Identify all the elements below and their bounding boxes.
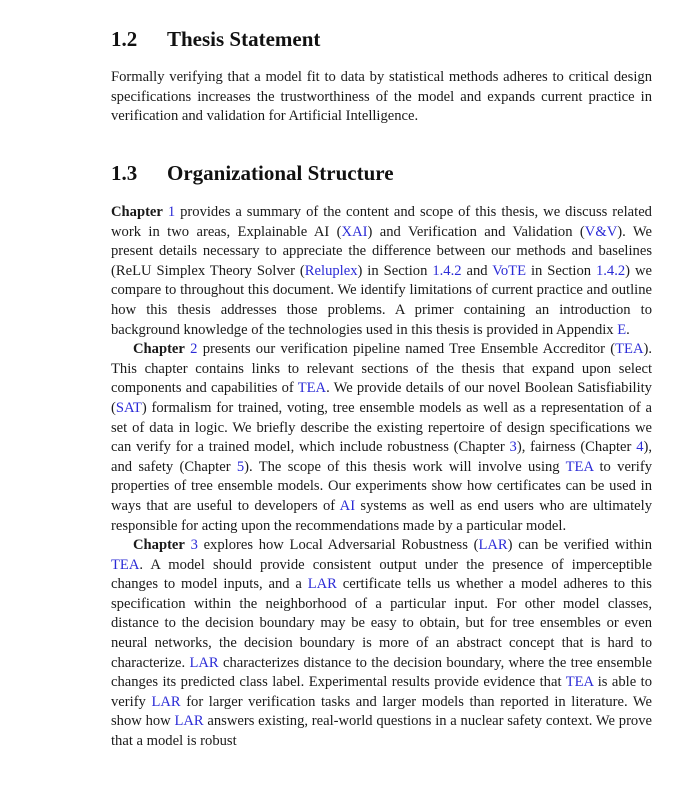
link-tea[interactable]: TEA <box>297 380 327 397</box>
link-vv[interactable]: V&V <box>584 223 618 240</box>
text: answers existing, real-world questions in a nuclear safety context. We prove that a model is robust <box>111 713 652 750</box>
text: ) formalism for trained, voting, tree ensemble models as well as a representation of a set of data in logic. We briefly describe the existing repertoire of design specifications we can verify for a trained model, which include robustness (Chapter <box>111 399 652 456</box>
chapter-label: Chapter <box>111 204 163 220</box>
text: . <box>626 321 630 338</box>
link-lar[interactable]: LAR <box>478 537 508 554</box>
section-title: Thesis Statement <box>167 27 321 51</box>
link-section-1-4-2[interactable]: 1.4.2 <box>595 262 626 279</box>
link-chapter-1[interactable]: 1 <box>167 204 176 220</box>
paragraph-chapter-2 <box>111 340 652 536</box>
text: ). We present details necessary to appreciate the difference between our methods and baselines (ReLU Simplex Theory Solver ( <box>111 223 652 279</box>
text: ) and Verification and Validation ( <box>367 223 585 240</box>
link-chapter-5[interactable]: 5 <box>236 458 245 475</box>
paragraph-chapter-1 <box>111 203 652 340</box>
text: ). This chapter contains links to relevant sections of the thesis that expand upon select components and capabilities of <box>111 341 653 397</box>
link-chapter-2[interactable]: 2 <box>190 341 198 358</box>
section-heading-organizational-structure <box>111 163 394 184</box>
text: to verify properties of tree ensemble models. Our experiments show how certificates can be used in ways that are useful to developers of <box>111 458 652 514</box>
text: presents our verification pipeline named Tree Ensemble Accreditor ( <box>197 341 616 358</box>
link-section-1-4-2[interactable]: 1.4.2 <box>432 262 462 279</box>
text: explores how Local Adversarial Robustness ( <box>197 537 479 554</box>
link-lar[interactable]: LAR <box>151 693 181 710</box>
text: certificate tells us whether a model adheres to this specification within the neighborhood of a particular input. For other model classes, distance to the decision boundary may be easy to obtain, but for tree ensembles or even neural networks, the decision boundary is more of an abstract concept that is hard to characterize. <box>111 576 652 671</box>
link-chapter-4[interactable]: 4 <box>636 439 644 456</box>
text: . We provide details of our novel Boolean Satisfiability ( <box>111 380 652 416</box>
link-tea[interactable]: TEA <box>615 341 644 358</box>
text: provides a summary of the content and scope of this thesis, we discuss related work in two areas, Explainable AI ( <box>111 204 652 240</box>
text: systems as well as end users who are ultimately responsible for acting upon the recommendations made by a particular model. <box>111 497 652 534</box>
text: ) in Section <box>357 262 433 279</box>
text: characterizes distance to the decision boundary, where the tree ensemble changes its predicted class label. Experimental results provide evidence that <box>111 654 652 691</box>
link-tea[interactable]: TEA <box>111 556 140 573</box>
link-lar[interactable]: LAR <box>189 654 219 671</box>
link-chapter-3[interactable]: 3 <box>190 537 198 554</box>
text: . A model should provide consistent output under the presence of imperceptible changes to model inputs, and a <box>111 556 652 593</box>
link-lar[interactable]: LAR <box>307 576 337 593</box>
section-number: 1.3 <box>111 161 138 185</box>
text: ) we compare to throughout this document. We identify limitations of current practice and outline how this thesis addresses those problems. A primer containing an introduction to background knowledge of the technologies used in this thesis is provided in Appendix <box>111 262 652 338</box>
text: ), fairness (Chapter <box>516 439 637 456</box>
link-reluplex[interactable]: Reluplex <box>304 262 358 279</box>
text: ). The scope of this thesis work will involve using <box>244 458 566 475</box>
section-heading-thesis-statement <box>111 29 320 50</box>
chapter-label: Chapter <box>133 341 185 358</box>
section-number: 1.2 <box>111 27 138 51</box>
paragraph-chapter-3 <box>111 536 652 752</box>
link-chapter-3[interactable]: 3 <box>509 439 517 456</box>
link-vote[interactable]: VoTE <box>492 262 527 279</box>
text: in Section <box>526 262 596 279</box>
link-ai[interactable]: AI <box>339 497 356 514</box>
text: ), and safety (Chapter <box>111 439 652 475</box>
link-lar[interactable]: LAR <box>174 713 204 730</box>
section-title: Organizational Structure <box>167 161 394 185</box>
organizational-structure-body <box>111 203 652 752</box>
chapter-label: Chapter <box>133 537 185 554</box>
link-tea[interactable]: TEA <box>565 674 594 691</box>
text: is able to verify <box>111 674 652 710</box>
link-tea[interactable]: TEA <box>565 458 594 475</box>
link-appendix-e[interactable]: E <box>617 321 627 338</box>
text: ) can be verified within <box>507 537 652 554</box>
text: and <box>461 262 493 279</box>
link-sat[interactable]: SAT <box>115 399 142 416</box>
thesis-statement-paragraph: Formally verifying that a model fit to data by statistical methods adheres to critical design specifications increases the trustworthiness of the model and expands current practice in verification and validation for Artificial Intelligence. <box>111 69 652 125</box>
text: for larger verification tasks and larger models than reported in literature. We show how <box>111 693 653 730</box>
link-xai[interactable]: XAI <box>341 223 368 240</box>
